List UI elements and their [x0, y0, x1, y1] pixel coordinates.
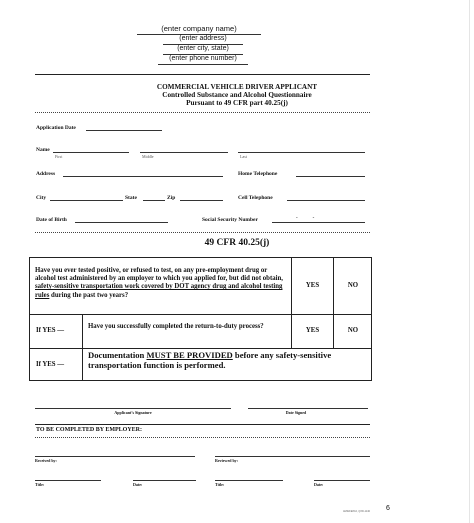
state-field[interactable] [143, 200, 165, 201]
application-date-field[interactable] [86, 130, 162, 131]
documentation-notice [88, 351, 368, 370]
employer-date-label-2: Date: [314, 482, 324, 487]
table-row-divider-1 [29, 314, 372, 315]
form-subtitle: Controlled Substance and Alcohol Questionnaire [162, 91, 312, 99]
header-rule [35, 74, 370, 75]
last-caption: Last [240, 154, 247, 159]
page-edge [469, 0, 470, 523]
middle-caption: Middle [142, 154, 154, 159]
question-1-underlined: safety-sensitive transportation work covered by DOT agency drug and alcohol testing rules [35, 283, 283, 299]
table-col-divider-yes [291, 257, 292, 348]
zip-label: Zip [167, 195, 176, 201]
employer-heading: TO BE COMPLETED BY EMPLOYER: [36, 427, 143, 433]
cell-telephone-field[interactable] [287, 200, 365, 201]
employer-title-label-2: Title: [215, 482, 225, 487]
company-city-state: (enter city, state) [177, 45, 229, 52]
date-signed-label: Date Signed [285, 410, 307, 415]
application-date-label: Application Date [36, 125, 76, 131]
ssn-field[interactable] [272, 222, 365, 223]
q1-no-option[interactable]: NO [347, 282, 359, 289]
employer-date-label-1: Date: [133, 482, 143, 487]
last-name-field[interactable] [238, 152, 365, 153]
city-field[interactable] [50, 200, 123, 201]
company-phone-line [158, 64, 248, 65]
company-address: (enter address) [179, 35, 227, 42]
documentation-notice-text: Documentation [88, 350, 147, 360]
first-name-field[interactable] [53, 152, 129, 153]
table-col-divider-no [333, 257, 334, 348]
table-row-divider-2 [29, 348, 372, 349]
question-1-text: Have you ever tested positive, or refused to test, on any pre-employment drug or alcohol test administered by an employer to which you applied for, but did not obtain, [35, 267, 283, 283]
reviewed-by-field[interactable] [215, 456, 370, 457]
address-field[interactable] [63, 176, 223, 177]
received-by-field[interactable] [35, 456, 195, 457]
table-col-divider-ifyes [82, 314, 83, 381]
ssn-label: Social Security Number [202, 217, 258, 223]
first-caption: First [55, 154, 63, 159]
title-dotted-rule [35, 112, 370, 113]
employer-dotted-rule [35, 437, 370, 438]
if-yes-label-2: If YES — [36, 361, 65, 368]
section-dotted-rule [35, 232, 370, 233]
date-of-birth-field[interactable] [75, 222, 168, 223]
state-label: State [125, 195, 137, 201]
q2-no-option[interactable]: NO [347, 327, 359, 334]
middle-name-field[interactable] [140, 152, 228, 153]
name-label: Name [36, 147, 50, 153]
date-signed-field[interactable] [248, 408, 368, 409]
question-2: Have you successfully completed the return-to-duty process? [88, 323, 264, 330]
if-yes-label-1: If YES — [36, 327, 65, 334]
employer-title-field-2[interactable] [215, 480, 283, 481]
employer-title-label-1: Title: [35, 482, 45, 487]
question-1-end: during the past two years? [49, 291, 129, 299]
form-pursuant: Pursuant to 49 CFR part 40.25(j) [186, 99, 288, 107]
employer-title-field-1[interactable] [35, 480, 101, 481]
ssn-dashes: - - [296, 216, 315, 221]
form-code: AMRA/EPAJ, QXD-1140 [343, 510, 370, 513]
employer-top-rule [35, 424, 370, 425]
page-number: 6 [386, 505, 390, 512]
section-heading: 49 CFR 40.25(j) [204, 238, 270, 248]
date-of-birth-label: Date of Birth [36, 217, 67, 223]
zip-field[interactable] [180, 200, 223, 201]
reviewed-by-label: Reviewed by: [215, 458, 238, 463]
q1-yes-option[interactable]: YES [305, 282, 320, 289]
cell-telephone-label: Cell Telephone [238, 195, 273, 201]
city-label: City [36, 195, 47, 201]
form-title: COMMERCIAL VEHICLE DRIVER APPLICANT [156, 83, 318, 91]
employer-date-field-2[interactable] [314, 480, 370, 481]
address-label: Address [36, 171, 56, 177]
home-telephone-field[interactable] [296, 176, 365, 177]
employer-date-field-1[interactable] [133, 480, 196, 481]
company-name: (enter company name) [161, 24, 237, 33]
received-by-label: Received by: [35, 458, 57, 463]
company-phone: (enter phone number) [169, 55, 237, 62]
documentation-notice-underlined: MUST BE PROVIDED [146, 350, 233, 360]
applicant-signature-label: Applicant’s Signature [114, 410, 152, 415]
home-telephone-label: Home Telephone [238, 171, 278, 177]
documentation-notice-end: before any safety-sensitive transportation function is performed. [88, 350, 332, 370]
q2-yes-option[interactable]: YES [305, 327, 320, 334]
question-1 [35, 267, 288, 300]
applicant-signature-field[interactable] [35, 408, 231, 409]
